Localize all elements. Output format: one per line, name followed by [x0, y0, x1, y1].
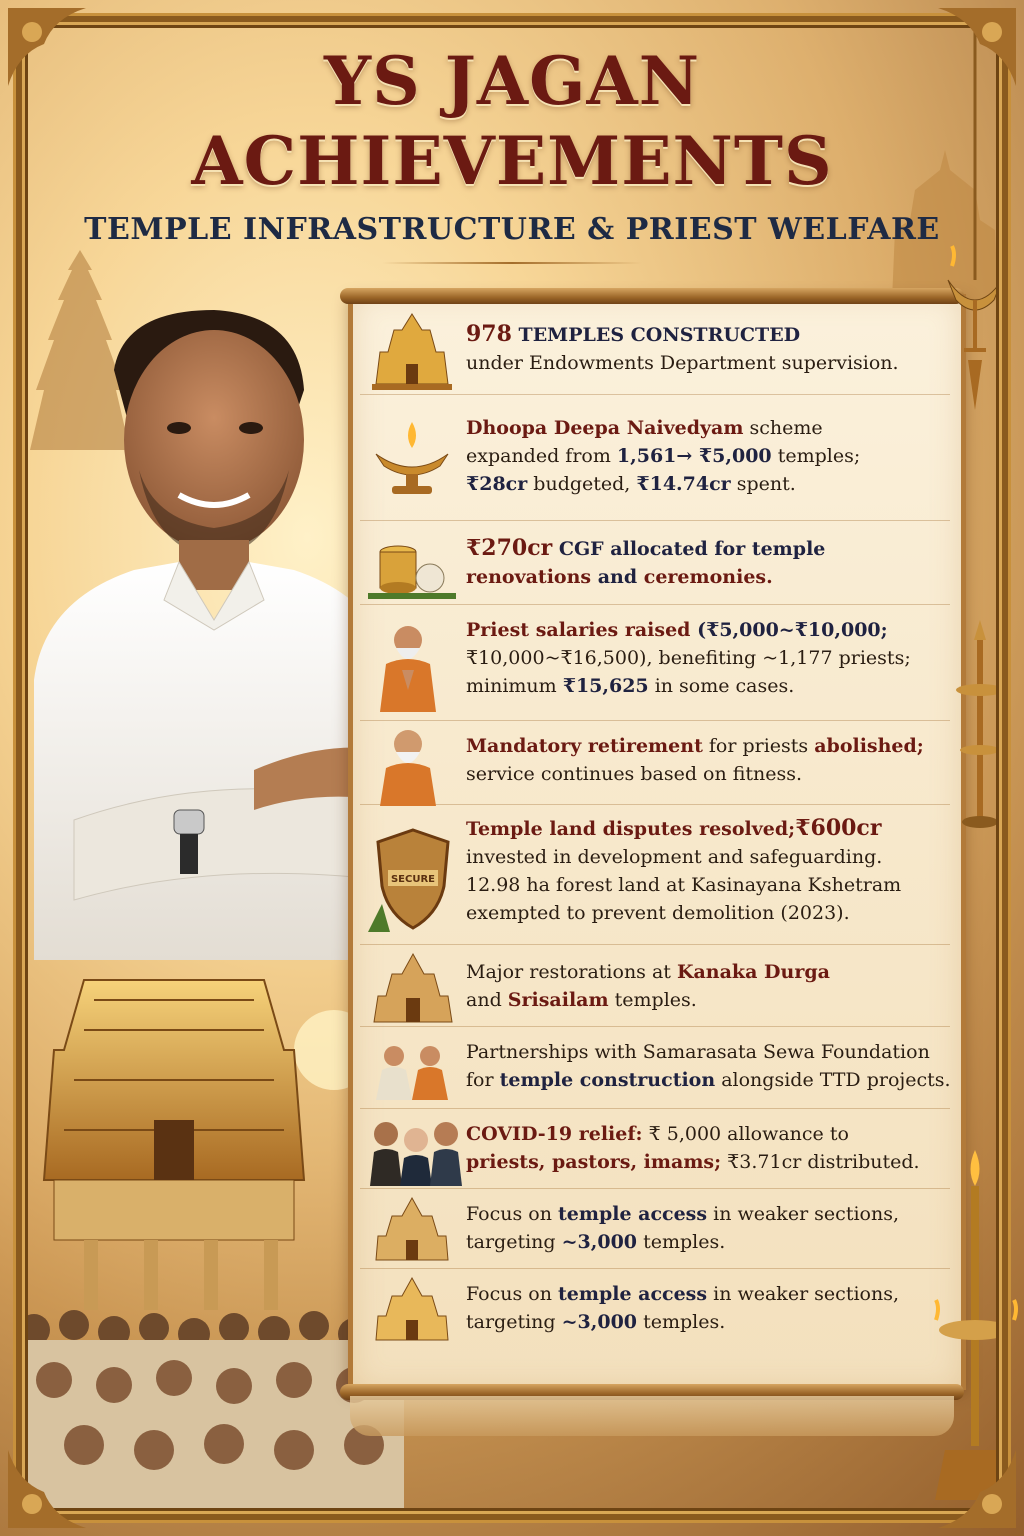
item-text: service continues based on fitness.	[466, 763, 803, 785]
budget-amount: ₹28cr	[466, 473, 528, 495]
item-text: targeting	[466, 1231, 562, 1253]
item-text: temples.	[637, 1231, 726, 1253]
item-text: 12.98 ha forest land at Kasinayana Kshetram	[466, 874, 902, 896]
item-text: scheme	[743, 417, 823, 439]
item-text: ₹3.71cr distributed.	[721, 1151, 920, 1173]
page-subtitle: TEMPLE INFRASTRUCTURE & PRIEST WELFARE	[84, 212, 940, 247]
item-text: ceremonies.	[643, 566, 773, 588]
item-text: minimum	[466, 675, 563, 697]
item-heading: COVID-19 relief:	[466, 1123, 643, 1145]
item-text: alongside TTD projects.	[715, 1069, 951, 1091]
frame-corner-ornament	[4, 4, 90, 90]
temple-name: Kanaka Durga	[676, 961, 830, 983]
temple-target: ~3,000	[561, 1231, 638, 1253]
item-text: for priests	[702, 735, 815, 757]
item-text: targeting	[466, 1311, 562, 1333]
item-heading: Priest salaries raised	[466, 619, 691, 641]
item-highlight: temple construction	[499, 1069, 716, 1091]
temple-name: Srisailam	[507, 989, 609, 1011]
item-text: Major restorations at	[466, 961, 677, 983]
item-heading: TEMPLES CONSTRUCTED	[511, 324, 801, 346]
item-highlight: priests, pastors, imams;	[466, 1151, 722, 1173]
frame-corner-ornament	[4, 1446, 90, 1532]
item-text: abolished;	[814, 735, 924, 757]
item-heading: Temple land disputes resolved;	[466, 818, 796, 840]
item-highlight: temple access	[557, 1283, 708, 1305]
item-text: exempted to prevent demolition (2023).	[466, 902, 850, 924]
investment-amount: ₹600cr	[795, 815, 882, 841]
item-text: Focus on	[466, 1203, 558, 1225]
item-text: Focus on	[466, 1283, 558, 1305]
item-text: in some cases.	[648, 675, 795, 697]
frame-corner-ornament	[934, 1446, 1020, 1532]
salary-range: (₹5,000~₹10,000;	[690, 619, 888, 641]
item-text: in weaker sections,	[707, 1283, 899, 1305]
item-text: temples.	[608, 989, 697, 1011]
item-text: renovations	[466, 566, 592, 588]
item-text: and	[466, 989, 508, 1011]
item-text: under Endowments Department supervision.	[466, 352, 899, 374]
cgf-amount: ₹270cr	[466, 535, 553, 561]
item-text: budgeted,	[527, 473, 637, 495]
temple-count-range: 1,561→ ₹5,000	[616, 445, 772, 467]
item-text: expanded from	[466, 445, 617, 467]
shield-label: SECURE	[390, 874, 436, 885]
item-text: Partnerships with Samarasata Sewa Foundation	[466, 1041, 930, 1063]
spent-amount: ₹14.74cr	[636, 473, 731, 495]
minimum-salary: ₹15,625	[562, 675, 649, 697]
item-text: temples.	[637, 1311, 726, 1333]
frame-corner-ornament	[934, 4, 1020, 90]
page-title-line2: ACHIEVEMENTS	[191, 122, 833, 200]
item-text: spent.	[730, 473, 796, 495]
page-title-line1: YS JAGAN	[323, 42, 701, 120]
item-text: ₹ 5,000 allowance to	[642, 1123, 849, 1145]
item-text: temples;	[771, 445, 861, 467]
item-text: invested in development and safeguarding.	[466, 846, 883, 868]
item-text: in weaker sections,	[707, 1203, 899, 1225]
item-heading: Mandatory retirement	[466, 735, 703, 757]
temples-constructed-count: 978	[466, 321, 512, 347]
item-text: for	[466, 1069, 500, 1091]
item-text: and	[591, 566, 644, 588]
item-heading: CGF allocated for temple	[552, 538, 826, 560]
item-text: ₹10,000~₹16,500), benefiting ~1,177 priests;	[466, 647, 911, 669]
ornate-frame	[16, 16, 1008, 1520]
scheme-name: Dhoopa Deepa Naivedyam	[466, 417, 744, 439]
item-highlight: temple access	[557, 1203, 708, 1225]
temple-target: ~3,000	[561, 1311, 638, 1333]
